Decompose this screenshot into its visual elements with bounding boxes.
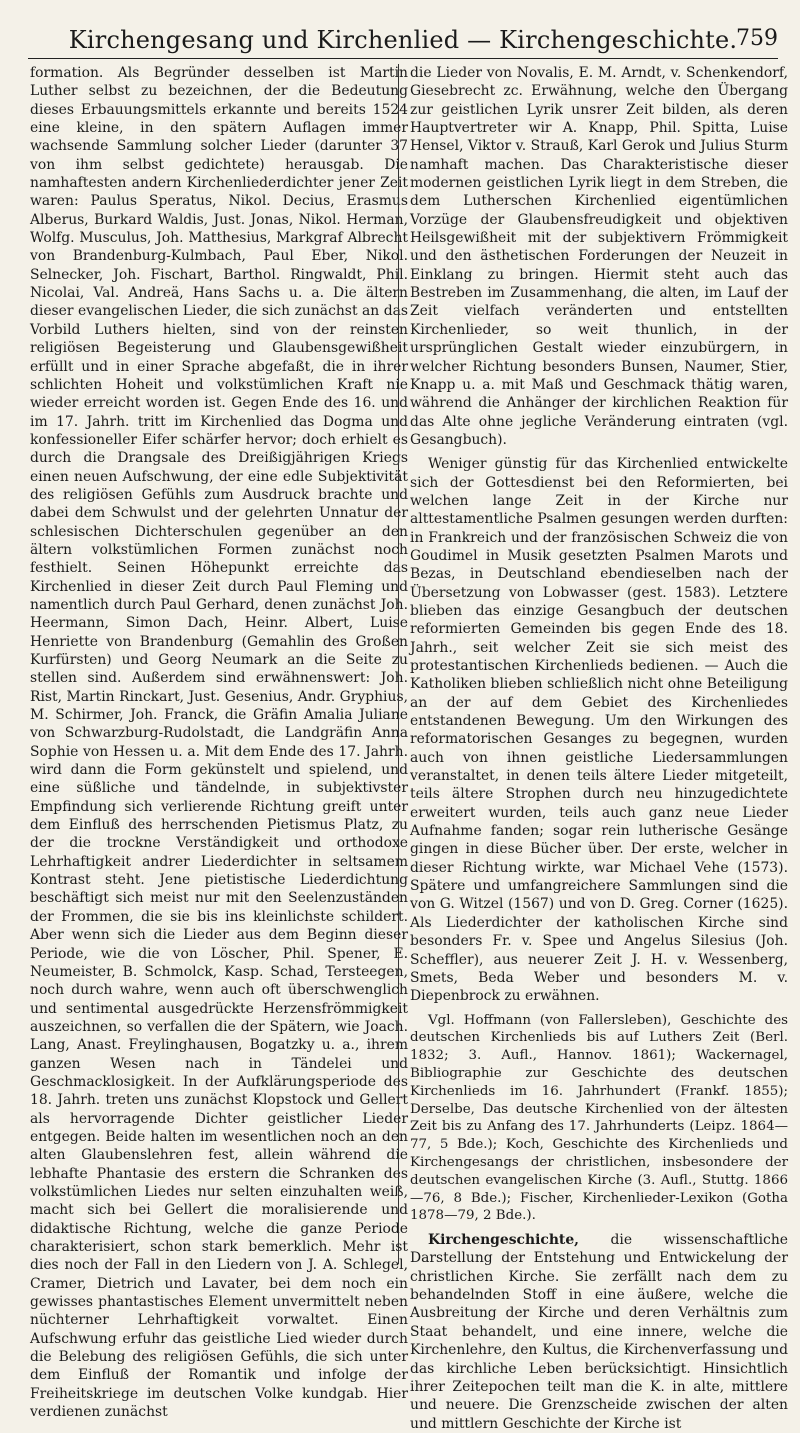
bibliography-paragraph: Vgl. Hoffmann (von Fallersleben), Geschichte des deutschen Kirchenlieds bis auf Luthers Zeit (Berl. 1832; 3. Aufl., Hannov. 1861); Wackernagel, Bibliographie zur Geschichte des deutschen Kirchenlieds im 16. Jahrhundert (Frankf. 1855); Derselbe, Das deutsche Kirchenlied von der ältesten Zeit bis zu Anfang des 17. Jahrhunderts (Leipz. 1864—77, 5 Bde.); Koch, Geschichte des Kirchenlieds und Kirchengesangs der christlichen, insbesondere der deutschen evangelischen Kirche (3. Aufl., Stuttg. 1866—76, 8 Bde.); Fischer, Kirchenlieder-Lexikon (Gotha 1878—79, 2 Bde.). xyxy=(410,1012,788,1224)
page-number: 759 xyxy=(736,26,778,51)
paragraph: formation. Als Begründer desselben ist Martin Luther selbst zu bezeichnen, der die Bedeutung dieses Erbauungsmittels erkannte und bereits 1524 eine kleine, in den spätern Auflagen immer wachsende Sammlung solcher Lieder (darunter 37 von ihm selbst gedichtete) herausgab. Die namhaftesten andern Kirchenliederdichter jener Zeit waren: Paulus Speratus, Nikol. Decius, Erasmus Alberus, Burkard Waldis, Just. Jonas, Nikol. Herman, Wolfg. Musculus, Joh. Matthesius, Markgraf Albrecht von Brandenburg-Kulmbach, Paul Eber, Nikol. Selnecker, Joh. Fischart, Barthol. Ringwaldt, Phil. Nicolai, Val. Andreä, Hans Sachs u. a. Die ältern dieser evangelischen Lieder, die sich zunächst an das Vorbild Luthers hielten, sind von der reinsten religiösen Begeisterung und Glaubensgewißheit erfüllt und in einer Sprache abgefaßt, die in ihrer schlichten Hoheit und volkstümlichen Kraft nie wieder erreicht worden ist. Gegen Ende des 16. und im 17. Jahrh. tritt im Kirchenlied das Dogma und konfessioneller Eifer schärfer hervor; doch erhielt es durch die Drangsale des Dreißigjährigen Kriegs einen neuen Aufschwung, der eine edle Subjektivität des religiösen Gefühls zum Ausdruck brachte und dabei dem Schwulst und der gelehrten Unnatur der schlesischen Dichterschulen gegenüber an den ältern volkstümlichen Formen zunächst noch festhielt. Seinen Höhepunkt erreichte das Kirchenlied in dieser Zeit durch Paul Fleming und namentlich durch Paul Gerhard, denen zunächst Joh. Heermann, Simon Dach, Heinr. Albert, Luise Henriette von Brandenburg (Gemahlin des Großen Kurfürsten) und Georg Neumark an die Seite zu stellen sind. Außerdem sind erwähnenswert: Joh. Rist, Martin Rinckart, Just. Gesenius, Andr. Gryphius, M. Schirmer, Joh. Franck, die Gräfin Amalia Juliane von Schwarzburg-Rudolstadt, die Landgräfin Anna Sophie von Hessen u. a. Mit dem Ende des 17. Jahrh. wird dann die Form gekünstelt und spielend, und eine süßliche und tändelnde, in subjektivster Empfindung sich verlierende Richtung greift unter dem Einfluß des herrschenden Pietismus Platz, zu der die trockne Verständigkeit und orthodoxe Lehrhaftigkeit andrer Liederdichter in seltsamem Kontrast steht. Jene pietistische Liederdichtung beschäftigt sich meist nur mit den Seelenzuständen der Frommen, die sie bis ins kleinlichste schildert. Aber wenn sich die Lieder aus dem Beginn dieser Periode, wie die von Löscher, Phil. Spener, E. Neumeister, B. Schmolck, Kasp. Schad, Tersteegen, noch durch wahre, wenn auch oft überschwenglich und sentimental ausgedrückte Herzensfrömmigkeit auszeichnen, so verfallen die der Spätern, wie Joach. Lang, Anast. Freylinghausen, Bogatzky u. a., ihrem ganzen Wesen nach in Tändelei und Geschmacklosigkeit. In der Aufklärungsperiode des 18. Jahrh. treten uns zunächst Klopstock und Gellert als hervorragende Dichter geistlicher Lieder entgegen. Beide halten im wesentlichen noch an den alten Glaubenslehren fest, allein während die lebhafte Phantasie des erstern die Schranken des volkstümlichen Liedes nur selten einzuhalten weiß, macht sich bei Gellert die moralisierende und didaktische Richtung, welche die ganze Periode charakterisiert, schon stark bemerklich. Mehr ist dies noch der Fall in den Liedern von J. A. Schlegel, Cramer, Dietrich und Lavater, bei dem noch ein gewisses phantastisches Element unvermittelt neben nüchterner Lehrhaftigkeit vorwaltet. Einen Aufschwung erfuhr das geistliche Lied wieder durch die Belebung des religiösen Gefühls, die sich unter dem Einfluß der Romantik und infolge der Freiheitskriege im deutschen Volke kundgab. Hier verdienen zunächst xyxy=(30,65,408,1421)
paragraph: Weniger günstig für das Kirchenlied entwickelte sich der Gottesdienst bei den Reformierten, bei welchen lange Zeit in der Kirche nur alttestamentliche Psalmen gesungen werden durften: in Frankreich und der französischen Schweiz die von Goudimel in Musik gesetzten Psalmen Marots und Bezas, in Deutschland ebendieselben nach der Übersetzung von Lobwasser (gest. 1583). Letztere blieben das einzige Gesangbuch der deutschen reformierten Gemeinden bis gegen Ende des 18. Jahrh., seit welcher Zeit sie sich meist des protestantischen Kirchenlieds bedienen. — Auch die Katholiken blieben schließlich nicht ohne Beteiligung an der auf dem Gebiet des Kirchenliedes entstandenen Bewegung. Um den Wirkungen des reformatorischen Gesanges zu begegnen, wurden auch von ihnen geistliche Liedersammlungen veranstaltet, in denen teils ältere Lieder mitgeteilt, teils ältere Strophen durch neu hinzugedichtete erweitert wurden, teils auch ganz neue Lieder Aufnahme fanden; sogar rein lutherische Gesänge gingen in diese Bücher über. Der erste, welcher in dieser Richtung wirkte, war Michael Vehe (1573). Spätere und umfangreichere Sammlungen sind die von G. Witzel (1567) und von D. Greg. Corner (1625). Als Liederdichter der katholischen Kirche sind besonders Fr. v. Spee und Angelus Silesius (Joh. Scheffler), aus neuerer Zeit J. H. v. Wessenberg, Smets, Beda Weber und besonders M. v. Diepenbrock zu erwähnen. xyxy=(410,456,788,1005)
entry-paragraph xyxy=(410,1231,788,1433)
entry-headword: Kirchengeschichte, xyxy=(428,1232,580,1249)
entry-text: die wissenschaftliche Darstellung der Entstehung und Entwickelung der christlichen Kirche. Sie zerfällt nach dem zu behandelnden Stoff in eine äußere, welche die Ausbreitung der Kirche und deren Verhältnis zum Staat behandelt, und eine innere, welche die Kirchenlehre, den Kultus, die Kirchenverfassung und das kirchliche Leben berücksichtigt. Hinsichtlich ihrer Zeitepochen teilt man die K. in alte, mittlere und neuere. Die Grenzscheide zwischen der alten und mittlern Geschichte der Kirche ist xyxy=(410,1232,788,1432)
paragraph: die Lieder von Novalis, E. M. Arndt, v. Schenkendorf, Giesebrecht zc. Erwähnung, welche den Übergang zur geistlichen Lyrik unsrer Zeit bilden, als deren Hauptvertreter wir A. Knapp, Phil. Spitta, Luise Hensel, Viktor v. Strauß, Karl Gerok und Julius Sturm namhaft machen. Das Charakteristische dieser modernen geistlichen Lyrik liegt in dem Streben, die dem Lutherschen Kirchenlied eigentümlichen Vorzüge der Glaubensfreudigkeit und objektiven Heilsgewißheit mit der subjektivern Frömmigkeit und den ästhetischen Forderungen der Neuzeit in Einklang zu bringen. Hiermit steht auch das Bestreben im Zusammenhang, die alten, im Lauf der Zeit vielfach veränderten und entstellten Kirchenlieder, so weit thunlich, in der ursprünglichen Gestalt wieder einzubürgern, in welcher Richtung besonders Bunsen, Naumer, Stier, Knapp u. a. mit Maß und Geschmack thätig waren, während die Anhänger der kirchlichen Reaktion für das Alte ohne jegliche Veränderung eintraten (vgl. Gesangbuch). xyxy=(410,65,788,448)
header-rule xyxy=(28,58,778,59)
page-header xyxy=(28,14,778,54)
running-title: Kirchengesang und Kirchenlied — Kirchengeschichte. xyxy=(68,26,738,54)
right-column xyxy=(410,64,788,1432)
left-column xyxy=(30,64,408,1421)
column-divider xyxy=(398,64,399,1264)
